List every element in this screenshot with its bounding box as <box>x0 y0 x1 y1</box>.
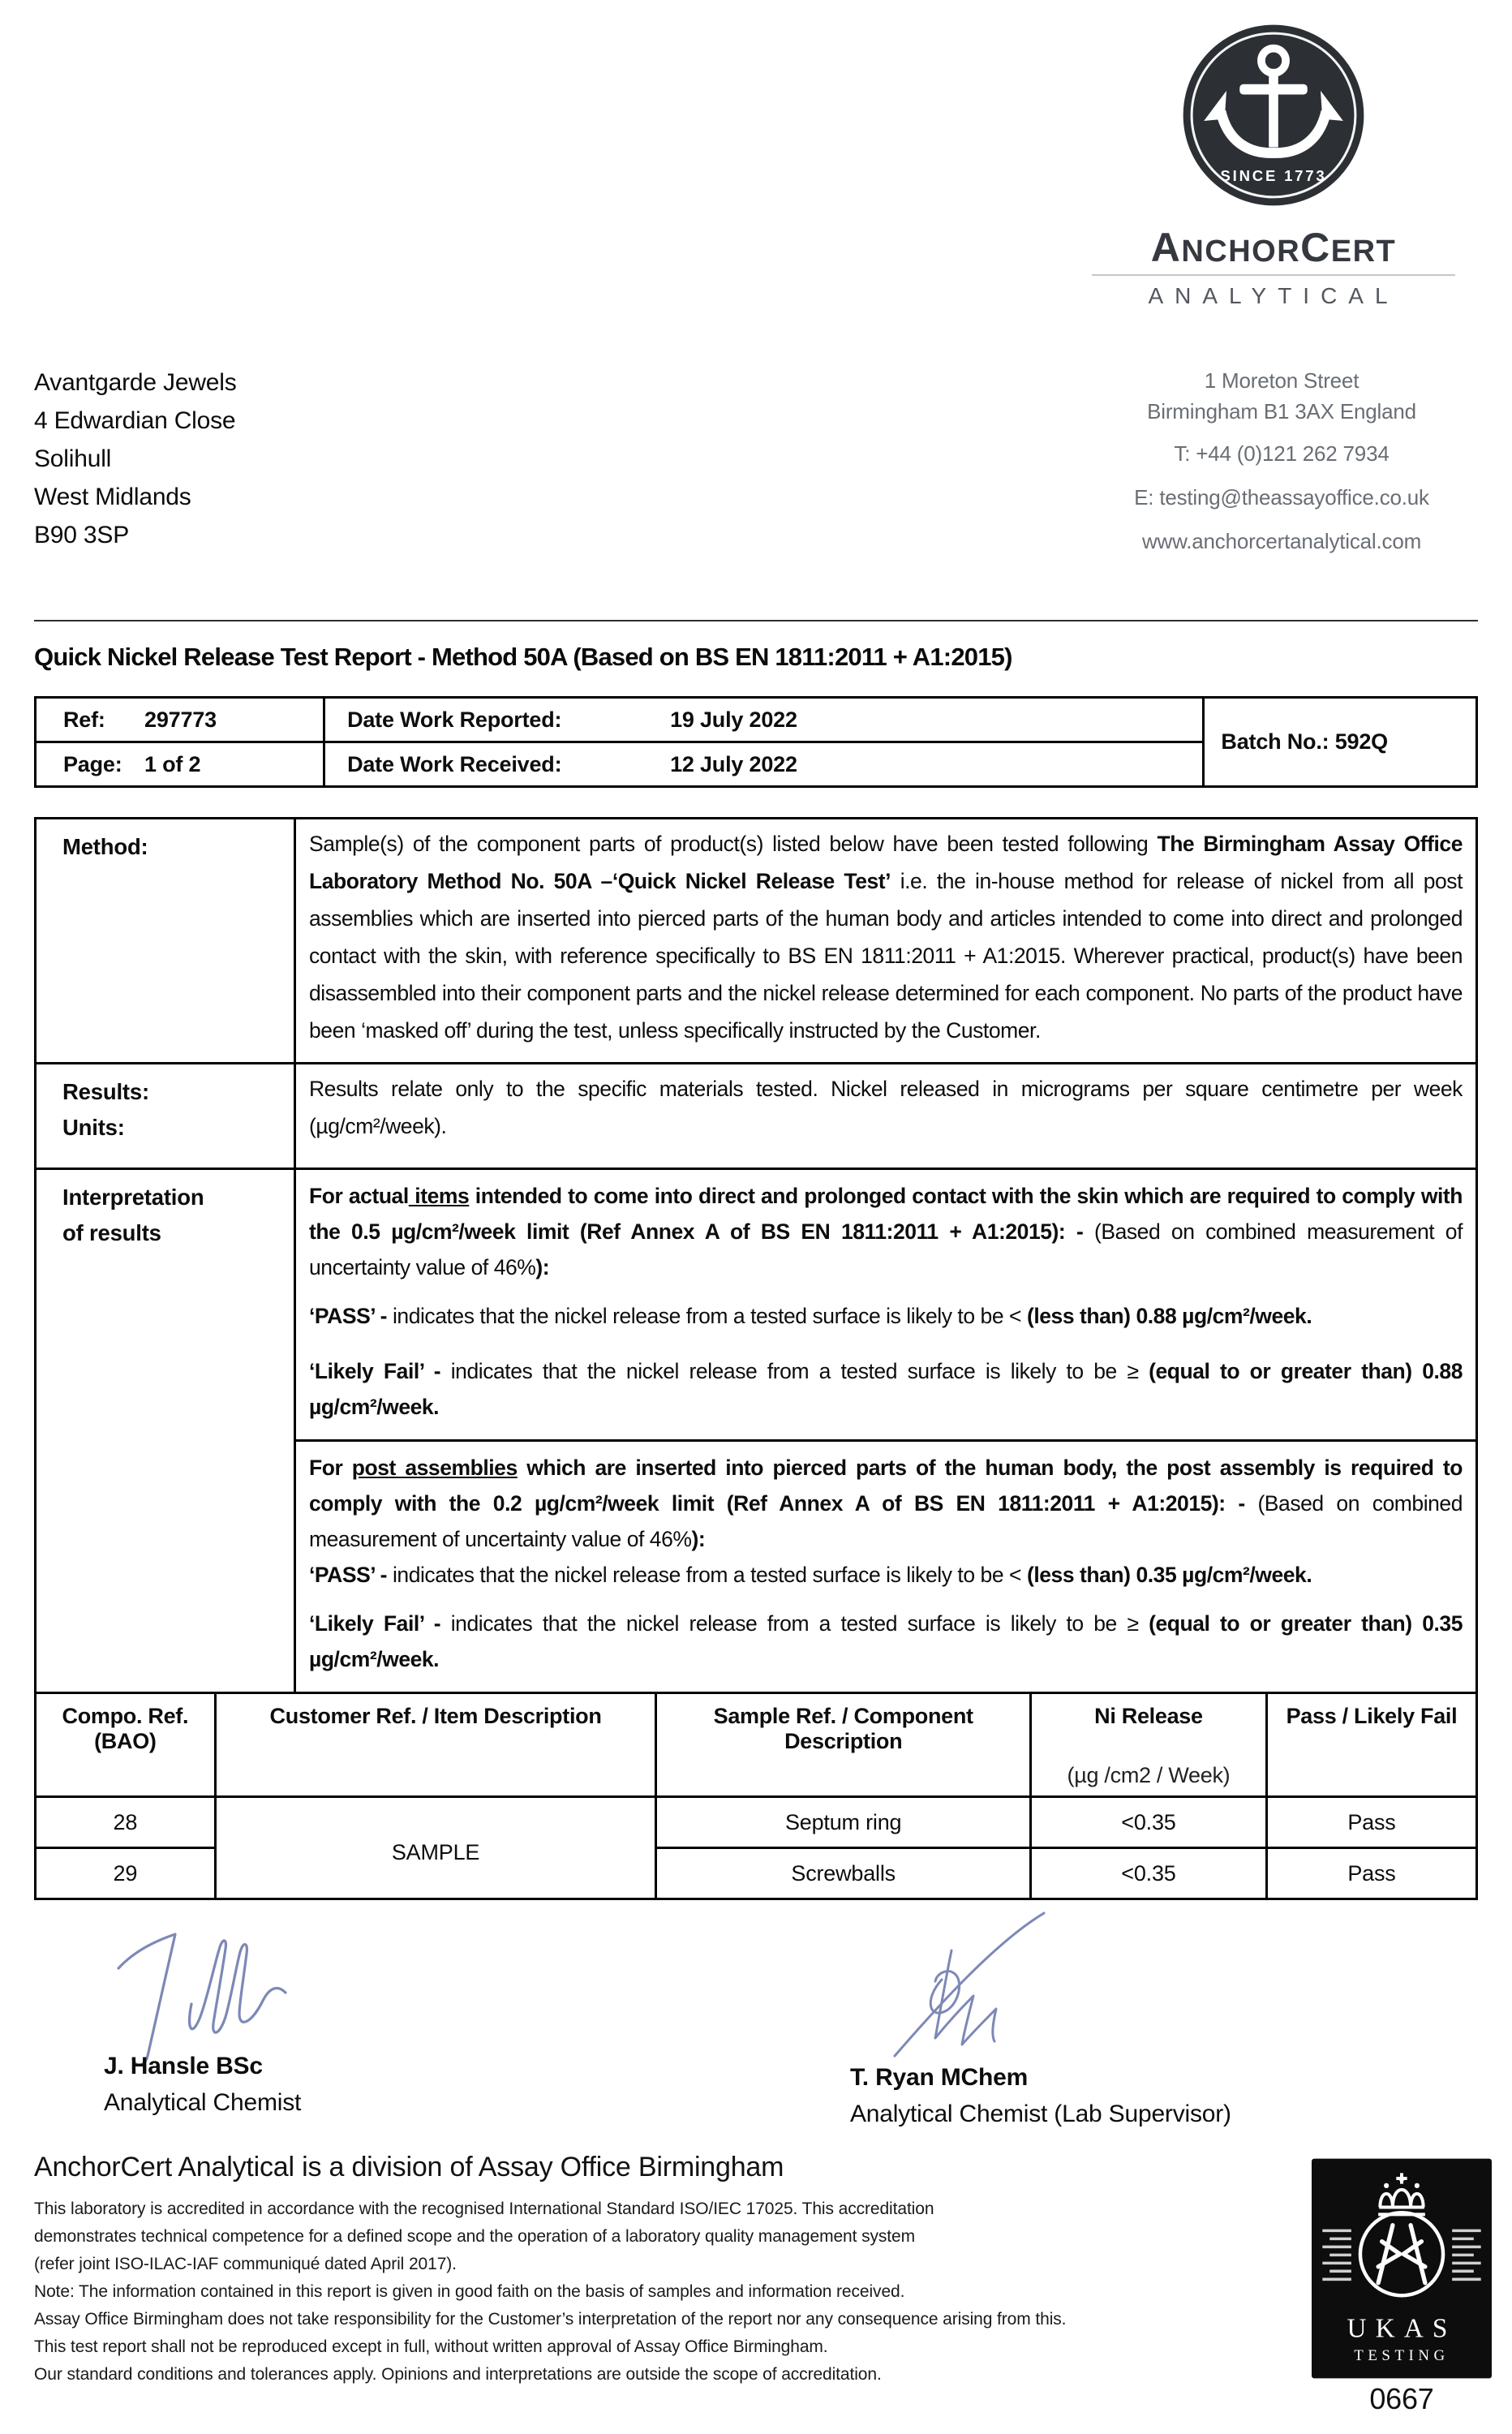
address-line: Avantgarde Jewels <box>34 369 237 396</box>
wordmark-rule <box>1092 274 1455 276</box>
footer-heading: AnchorCert Analytical is a division of Assay Office Birmingham <box>34 2152 784 2182</box>
post-limit-intro: For post assemblies which are inserted into pierced parts of the human body, the post assembly is required to comply with the 0.2 µg/cm²/week limit (Ref Annex A of BS EN 1811:2011 + A1:2015): - (Based on combined measurement of uncertainty value of 46%): <box>309 1456 1463 1551</box>
results-units-row <box>36 1064 1477 1169</box>
method-row <box>36 819 1477 1064</box>
lab-email: E: testing@theassayoffice.co.uk <box>1134 485 1429 510</box>
footer-line: This laboratory is accredited in accordance with the recognised International Standard ISO/IEC 17025. This accreditation <box>34 2200 934 2218</box>
batch-number-cell: Batch No.: 592Q <box>1204 698 1477 787</box>
cell-component: Septum ring <box>656 1797 1031 1848</box>
ref-info-table <box>34 696 1478 788</box>
anchorcert-logo <box>1179 21 1368 209</box>
signatory-name: J. Hansle BSc <box>104 2053 263 2079</box>
date-received-label: Date Work Received: <box>347 751 562 776</box>
lab-website: www.anchorcertanalytical.com <box>1141 529 1422 553</box>
results-header-row <box>36 1693 1477 1797</box>
interpretation-label-line1: Interpretation <box>62 1185 204 1210</box>
date-reported-value: 19 July 2022 <box>670 707 797 732</box>
results-label: Results: <box>62 1079 149 1104</box>
ukas-text: UKAS <box>1347 2313 1457 2344</box>
footer-line: This test report shall not be reproduced except in full, without written approval of Assay Office Birmingham. <box>34 2337 828 2356</box>
method-results-table <box>34 817 1478 1694</box>
brand-analytical: ANALYTICAL <box>1148 283 1399 308</box>
brand-initial-c: C <box>1300 225 1331 270</box>
document-body <box>34 643 1478 1900</box>
brand-part-nchor: NCHOR <box>1181 234 1301 269</box>
col-header-compo-ref: Compo. Ref. (BAO) <box>36 1693 216 1797</box>
footer-line: demonstrates technical competence for a defined scope and the operation of a laboratory quality management system <box>34 2227 916 2246</box>
signatory-name: T. Ryan MChem <box>850 2064 1029 2091</box>
anchor-icon <box>1179 21 1368 209</box>
interpretation-label <box>36 1169 295 1693</box>
cell-result: Pass <box>1266 1848 1476 1899</box>
interpretation-post-assemblies-block <box>296 1439 1475 1692</box>
signatory-right <box>850 2059 1231 2132</box>
interpretation-label-line2: of results <box>62 1220 161 1245</box>
ref-row-1 <box>36 698 1477 742</box>
interpretation-content <box>295 1169 1477 1693</box>
logo-since-text: SINCE 1773 <box>1220 167 1327 185</box>
ref-label: Ref: <box>63 707 105 732</box>
address-line: Solihull <box>34 445 112 472</box>
cell-customer-ref: SAMPLE <box>215 1797 656 1899</box>
lab-phone: T: +44 (0)121 262 7934 <box>1174 441 1390 466</box>
ni-release-units: (µg /cm2 / Week) <box>1067 1763 1231 1787</box>
items-limit-intro: For actual items intended to come into direct and prolonged contact with the skin which are required to comply with the 0.5 µg/cm²/week limit (Ref Annex A of BS EN 1811:2011 + A1:2015): - (Based on combined measurement of uncertainty value of 46%): <box>309 1184 1463 1279</box>
signatory-role: Analytical Chemist <box>104 2089 302 2116</box>
cell-ni-release: <0.35 <box>1030 1797 1266 1848</box>
recipient-address <box>34 363 237 554</box>
col-header-customer-ref: Customer Ref. / Item Description <box>215 1693 656 1797</box>
signatory-left <box>104 2048 301 2121</box>
results-units-text: Results relate only to the specific materials tested. Nickel released in micrograms per square centimetre per week (µg/cm²/week). <box>295 1064 1477 1169</box>
cell-compo-ref: 29 <box>36 1848 216 1899</box>
page-label: Page: <box>63 751 122 776</box>
date-reported-label: Date Work Reported: <box>347 707 562 732</box>
cell-compo-ref: 28 <box>36 1797 216 1848</box>
ref-value: 297773 <box>144 707 217 732</box>
header-divider <box>34 620 1478 621</box>
lab-contact-block <box>1099 365 1464 558</box>
table-row <box>36 1797 1477 1848</box>
post-fail-definition: ‘Likely Fail’ - indicates that the nickel release from a tested surface is likely to be ≥ (equal to or greater than) 0.35 µg/cm²/week. <box>309 1611 1463 1671</box>
footer-line: Our standard conditions and tolerances apply. Opinions and interpretations are outside the scope of accreditation. <box>34 2365 882 2384</box>
footer-line: Assay Office Birmingham does not take responsibility for the Customer’s interpretation of the report nor any consequence arising from this. <box>34 2310 1067 2329</box>
items-fail-definition: ‘Likely Fail’ - indicates that the nickel release from a tested surface is likely to be ≥ (equal to or greater than) 0.88 µg/cm²/week. <box>309 1359 1463 1419</box>
report-title: Quick Nickel Release Test Report - Method 50A (Based on BS EN 1811:2011 + A1:2015) <box>34 643 1012 671</box>
ukas-testing-icon <box>1312 2158 1492 2379</box>
address-line: B90 3SP <box>34 522 130 548</box>
date-received-cell <box>324 742 1204 787</box>
cell-ni-release: <0.35 <box>1030 1848 1266 1899</box>
col-header-sample-ref: Sample Ref. / Component Description <box>656 1693 1031 1797</box>
method-label: Method: <box>36 819 295 1064</box>
ukas-testing-text: TESTING <box>1354 2347 1450 2365</box>
ukas-accreditation-number: 0667 <box>1369 2382 1434 2415</box>
lab-address-line: Birmingham B1 3AX England <box>1147 399 1416 424</box>
page-value: 1 of 2 <box>144 751 201 776</box>
method-text: Sample(s) of the component parts of product(s) listed below have been tested following The Birmingham Assay Office Laboratory Method No. 50A –‘Quick Nickel Release Test’ i.e. the in-house method for release of nickel from all post assemblies which are inserted into pierced parts of the human body and articles intended to come into direct and prolonged contact with the skin, with reference specifically to BS EN 1811:2011 + A1:2015. Wherever practical, product(s) have been disassembled into their component parts and the nickel release determined for each component. No parts of the product have been ‘masked off’ during the test, unless specifically instructed by the Customer. <box>295 819 1477 1064</box>
items-pass-definition: ‘PASS’ - indicates that the nickel release from a tested surface is likely to be < (less than) 0.88 µg/cm²/week. <box>309 1304 1312 1328</box>
interpretation-row <box>36 1169 1477 1693</box>
footer-line: Note: The information contained in this report is given in good faith on the basis of samples and information received. <box>34 2282 905 2301</box>
signatory-role: Analytical Chemist (Lab Supervisor) <box>850 2101 1231 2127</box>
results-units-label <box>36 1064 295 1169</box>
page-cell <box>36 742 324 787</box>
date-received-value: 12 July 2022 <box>670 751 797 776</box>
ukas-accreditation-logo <box>1312 2158 1492 2379</box>
brand-part-ert: ERT <box>1330 234 1397 269</box>
brand-wordmark <box>1087 224 1460 309</box>
brand-name <box>1087 224 1460 271</box>
lab-address-line: 1 Moreton Street <box>1204 368 1360 393</box>
units-label: Units: <box>62 1115 125 1140</box>
date-reported-cell <box>324 698 1204 742</box>
footer-smallprint <box>34 2195 1299 2389</box>
post-pass-definition: ‘PASS’ - indicates that the nickel release from a tested surface is likely to be < (less than) 0.35 µg/cm²/week. <box>309 1563 1312 1587</box>
footer-line: (refer joint ISO-ILAC-IAF communiqué dated April 2017). <box>34 2255 457 2273</box>
ref-cell <box>36 698 324 742</box>
cell-component: Screwballs <box>656 1848 1031 1899</box>
interpretation-items-block <box>296 1170 1475 1439</box>
address-line: West Midlands <box>34 484 191 510</box>
col-header-ni-release: Ni Release (µg /cm2 / Week) <box>1030 1693 1266 1797</box>
col-header-pass-fail: Pass / Likely Fail <box>1266 1693 1476 1797</box>
brand-initial-a: A <box>1150 225 1182 270</box>
cell-result: Pass <box>1266 1797 1476 1848</box>
address-line: 4 Edwardian Close <box>34 407 236 434</box>
results-table <box>34 1692 1478 1900</box>
